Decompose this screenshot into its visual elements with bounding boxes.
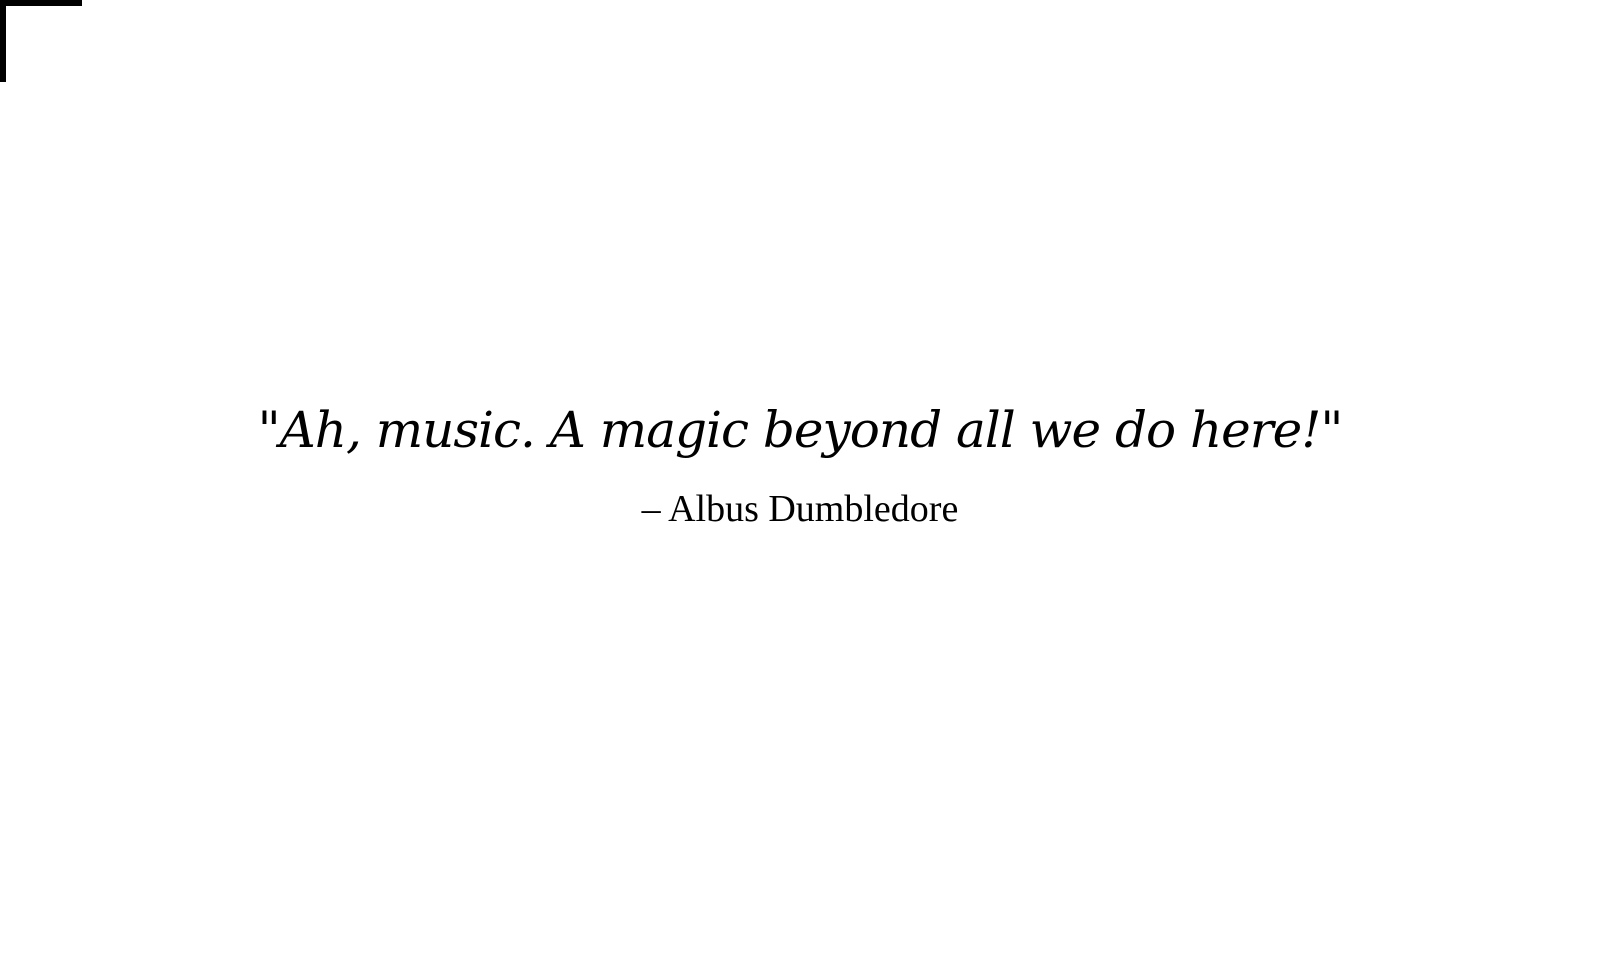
quote-block [0,398,1600,532]
quote-text: "Ah, music. A magic beyond all we do here!" [257,401,1343,459]
quote-attribution: – Albus Dumbledore [641,488,959,530]
corner-bracket-decoration [0,0,82,82]
